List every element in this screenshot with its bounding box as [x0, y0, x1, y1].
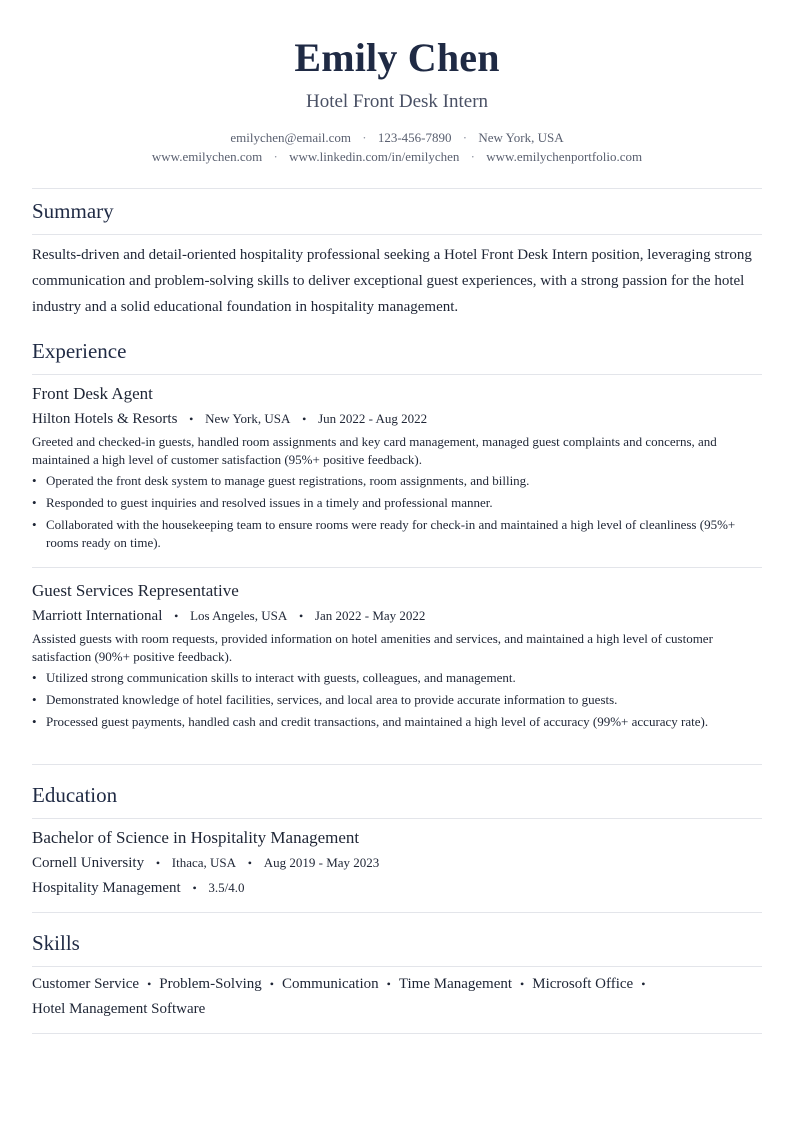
job-dates: Jun 2022 - Aug 2022	[318, 411, 428, 426]
job-bullet-list	[32, 472, 762, 552]
summary-heading: Summary	[32, 199, 114, 223]
bullet-text: Collaborated with the housekeeping team to ensure rooms were ready for check-in and maintained a high level of cleanliness (95%+ rooms ready on time).	[46, 517, 736, 550]
candidate-title: Hotel Front Desk Intern	[305, 91, 489, 112]
bullet-text: Utilized strong communication skills to interact with guests, colleagues, and management.	[46, 670, 516, 685]
divider	[32, 818, 762, 819]
job-meta	[32, 408, 762, 430]
divider	[32, 374, 762, 375]
job-company: Hilton Hotels & Resorts	[32, 411, 178, 427]
bullet-separator: •	[189, 412, 194, 426]
bullet-separator: •	[641, 977, 646, 991]
bullet-icon: •	[32, 517, 37, 532]
education-meta	[32, 852, 762, 874]
bullet-separator: •	[247, 856, 252, 870]
bullet-separator: •	[298, 609, 304, 623]
skill-item: Hotel Management Software	[32, 1001, 206, 1017]
contact-linkedin[interactable]: www.linkedin.com/in/emilychen	[289, 149, 460, 164]
bullet-separator: •	[147, 977, 152, 991]
candidate-name: Emily Chen	[294, 35, 500, 80]
job-dates: Jan 2022 - May 2022	[314, 608, 426, 623]
skill-item: Microsoft Office	[532, 976, 634, 992]
bullet-text: Processed guest payments, handled cash and credit transactions, and maintained a high level of accuracy (99%+ accuracy rate).	[46, 714, 709, 729]
education-entry	[32, 827, 762, 899]
bullet-icon: •	[32, 473, 37, 488]
job-description: Greeted and checked-in guests, handled room assignments and key card management, managed guest complaints and concerns, and maintained a high level of customer satisfaction (95%+ positive feedback).	[32, 434, 717, 467]
experience-heading: Experience	[32, 339, 127, 363]
bullet-separator: •	[155, 856, 161, 870]
bullet-icon: •	[32, 495, 37, 510]
divider	[32, 1033, 762, 1034]
skill-item: Customer Service	[32, 976, 140, 992]
job-location: New York, USA	[205, 411, 291, 426]
divider	[32, 966, 762, 967]
job-entry-marriott	[32, 580, 762, 735]
separator: ·	[273, 149, 278, 164]
resume-header	[0, 0, 794, 166]
bullet-text: Operated the front desk system to manage guest registrations, room assignments, and billing.	[46, 473, 530, 488]
summary-text: Results-driven and detail-oriented hospitality professional seeking a Hotel Front Desk Intern position, leveraging strong communication and problem-solving skills to deliver exceptional guest experiences, with a strong passion for the hotel industry and a solid educational foundation in hospitality management.	[32, 247, 752, 315]
job-entry-hilton	[32, 383, 762, 556]
divider	[32, 188, 762, 189]
bullet-icon: •	[32, 670, 37, 685]
contact-line-primary	[0, 128, 794, 147]
job-location: Los Angeles, USA	[190, 608, 288, 623]
list-item	[32, 516, 762, 552]
job-meta	[32, 605, 762, 627]
education-major: Hospitality Management	[32, 880, 181, 896]
contact-line-links	[0, 147, 794, 166]
bullet-icon: •	[32, 714, 37, 729]
list-item	[32, 691, 762, 709]
skill-item: Time Management	[398, 976, 513, 992]
contact-portfolio[interactable]: www.emilychenportfolio.com	[486, 149, 643, 164]
bullet-separator: •	[192, 881, 197, 895]
divider	[32, 912, 762, 913]
divider	[32, 764, 762, 765]
bullet-text: Demonstrated knowledge of hotel facilities, services, and local area to provide accurate information to guests.	[46, 692, 618, 707]
list-item	[32, 472, 762, 490]
job-title: Guest Services Representative	[32, 581, 239, 600]
contact-location: New York, USA	[478, 130, 564, 145]
list-item	[32, 669, 762, 687]
bullet-icon: •	[32, 692, 37, 707]
separator: ·	[470, 149, 475, 164]
job-title: Front Desk Agent	[32, 384, 153, 403]
divider	[32, 234, 762, 235]
divider	[32, 567, 762, 568]
contact-website[interactable]: www.emilychen.com	[151, 149, 263, 164]
bullet-text: Responded to guest inquiries and resolved issues in a timely and professional manner.	[46, 495, 493, 510]
bullet-separator: •	[174, 609, 179, 623]
bullet-separator: •	[269, 977, 274, 991]
bullet-separator: •	[302, 412, 307, 426]
school-name: Cornell University	[32, 855, 145, 871]
skill-item: Problem-Solving	[159, 976, 262, 992]
degree-title: Bachelor of Science in Hospitality Management	[32, 828, 360, 847]
job-company: Marriott International	[32, 608, 163, 624]
skills-list	[32, 972, 762, 1022]
separator: ·	[462, 130, 468, 145]
list-item	[32, 713, 762, 731]
bullet-separator: •	[520, 977, 525, 991]
education-gpa: 3.5/4.0	[208, 880, 245, 895]
contact-email[interactable]: emilychen@email.com	[230, 130, 351, 145]
contact-phone[interactable]: 123-456-7890	[377, 130, 452, 145]
school-location: Ithaca, USA	[171, 855, 237, 870]
education-major-line	[32, 877, 762, 899]
education-heading: Education	[32, 783, 118, 807]
skills-heading: Skills	[32, 931, 80, 955]
job-description: Assisted guests with room requests, provided information on hotel amenities and services, and maintained a high level of customer satisfaction (90%+ positive feedback).	[32, 631, 713, 664]
skill-item: Communication	[281, 976, 379, 992]
bullet-separator: •	[386, 977, 391, 991]
separator: ·	[362, 130, 367, 145]
education-dates: Aug 2019 - May 2023	[263, 855, 380, 870]
job-bullet-list	[32, 669, 762, 731]
list-item	[32, 494, 762, 512]
